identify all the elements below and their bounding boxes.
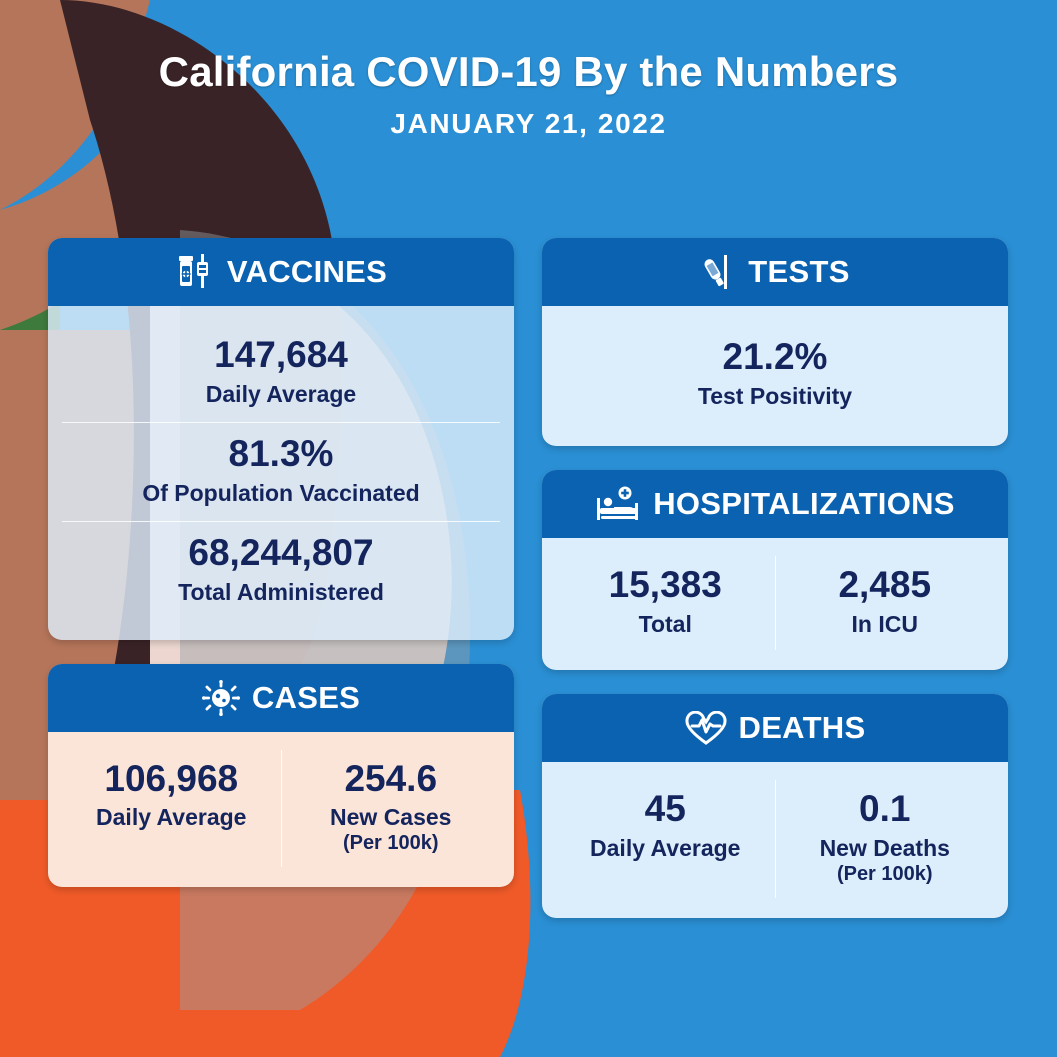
cases-new-cases (281, 750, 501, 868)
tests-positivity (556, 324, 994, 426)
deaths-new-deaths-value: 0.1 (859, 787, 911, 829)
vaccines-daily-average-value: 147,684 (214, 334, 348, 375)
heart-pulse-icon (685, 711, 727, 745)
cases-daily-average-label: Daily Average (96, 804, 247, 831)
card-deaths-title: DEATHS (738, 709, 866, 745)
hospitalizations-total-value: 15,383 (608, 563, 722, 605)
deaths-row (556, 780, 994, 898)
card-vaccines-body (48, 306, 514, 640)
cases-daily-average (62, 750, 281, 868)
card-vaccines-header (48, 238, 514, 306)
hospitalizations-total (556, 556, 775, 650)
deaths-new-deaths (775, 780, 995, 898)
deaths-daily-average-label: Daily Average (590, 834, 741, 861)
right-column (542, 238, 1008, 942)
card-tests-header (542, 238, 1008, 306)
hospitalizations-icu (775, 556, 995, 650)
cases-new-cases-label: New Cases (330, 804, 452, 831)
left-column (48, 238, 514, 911)
virus-icon (202, 680, 240, 716)
deaths-new-deaths-sublabel: (Per 100k) (836, 862, 933, 885)
cases-new-cases-sublabel: (Per 100k) (342, 832, 439, 855)
card-hospitalizations-header (542, 470, 1008, 538)
tests-positivity-value: 21.2% (722, 336, 828, 377)
page-title: California COVID-19 By the Numbers (158, 48, 899, 95)
hospital-bed-icon (595, 486, 641, 522)
hospitalizations-icu-value: 2,485 (838, 563, 932, 605)
vaccines-daily-average-label: Daily Average (205, 380, 357, 407)
vaccines-row-daily-average (62, 324, 500, 422)
vaccines-population-value: 81.3% (228, 432, 334, 474)
card-vaccines (48, 238, 514, 640)
card-tests (542, 238, 1008, 446)
card-tests-title: TESTS (748, 254, 850, 289)
deaths-daily-average-value: 45 (644, 787, 686, 829)
card-deaths (542, 694, 1008, 918)
vaccines-total-value: 68,244,807 (188, 531, 374, 573)
cases-daily-average-value: 106,968 (104, 757, 239, 799)
hospitalizations-icu-label: In ICU (851, 610, 918, 637)
deaths-daily-average (556, 780, 775, 898)
tests-positivity-label: Test Positivity (697, 382, 853, 409)
card-hospitalizations-title: HOSPITALIZATIONS (653, 485, 955, 521)
card-cases (48, 664, 514, 888)
card-cases-title: CASES (251, 679, 361, 715)
report-date: JANUARY 21, 2022 (390, 108, 667, 139)
card-tests-body (542, 306, 1008, 446)
vaccine-vial-syringe-icon (175, 254, 215, 290)
vaccines-total-label: Total Administered (178, 578, 384, 605)
hospitalizations-total-label: Total (638, 610, 692, 637)
card-deaths-body (542, 762, 1008, 918)
hospitalizations-row (556, 556, 994, 650)
cases-new-cases-value: 254.6 (344, 757, 438, 799)
vaccines-row-population (62, 422, 500, 521)
card-hospitalizations-body (542, 538, 1008, 670)
card-cases-body (48, 732, 514, 888)
card-cases-header (48, 664, 514, 732)
vaccines-population-label: Of Population Vaccinated (142, 479, 420, 506)
card-vaccines-title: VACCINES (226, 254, 388, 289)
cases-row (62, 750, 500, 868)
deaths-new-deaths-label: New Deaths (819, 834, 950, 861)
vaccines-row-total (62, 521, 500, 620)
card-deaths-header (542, 694, 1008, 762)
header (0, 48, 1057, 140)
card-hospitalizations (542, 470, 1008, 670)
test-swab-tube-icon (700, 254, 736, 290)
